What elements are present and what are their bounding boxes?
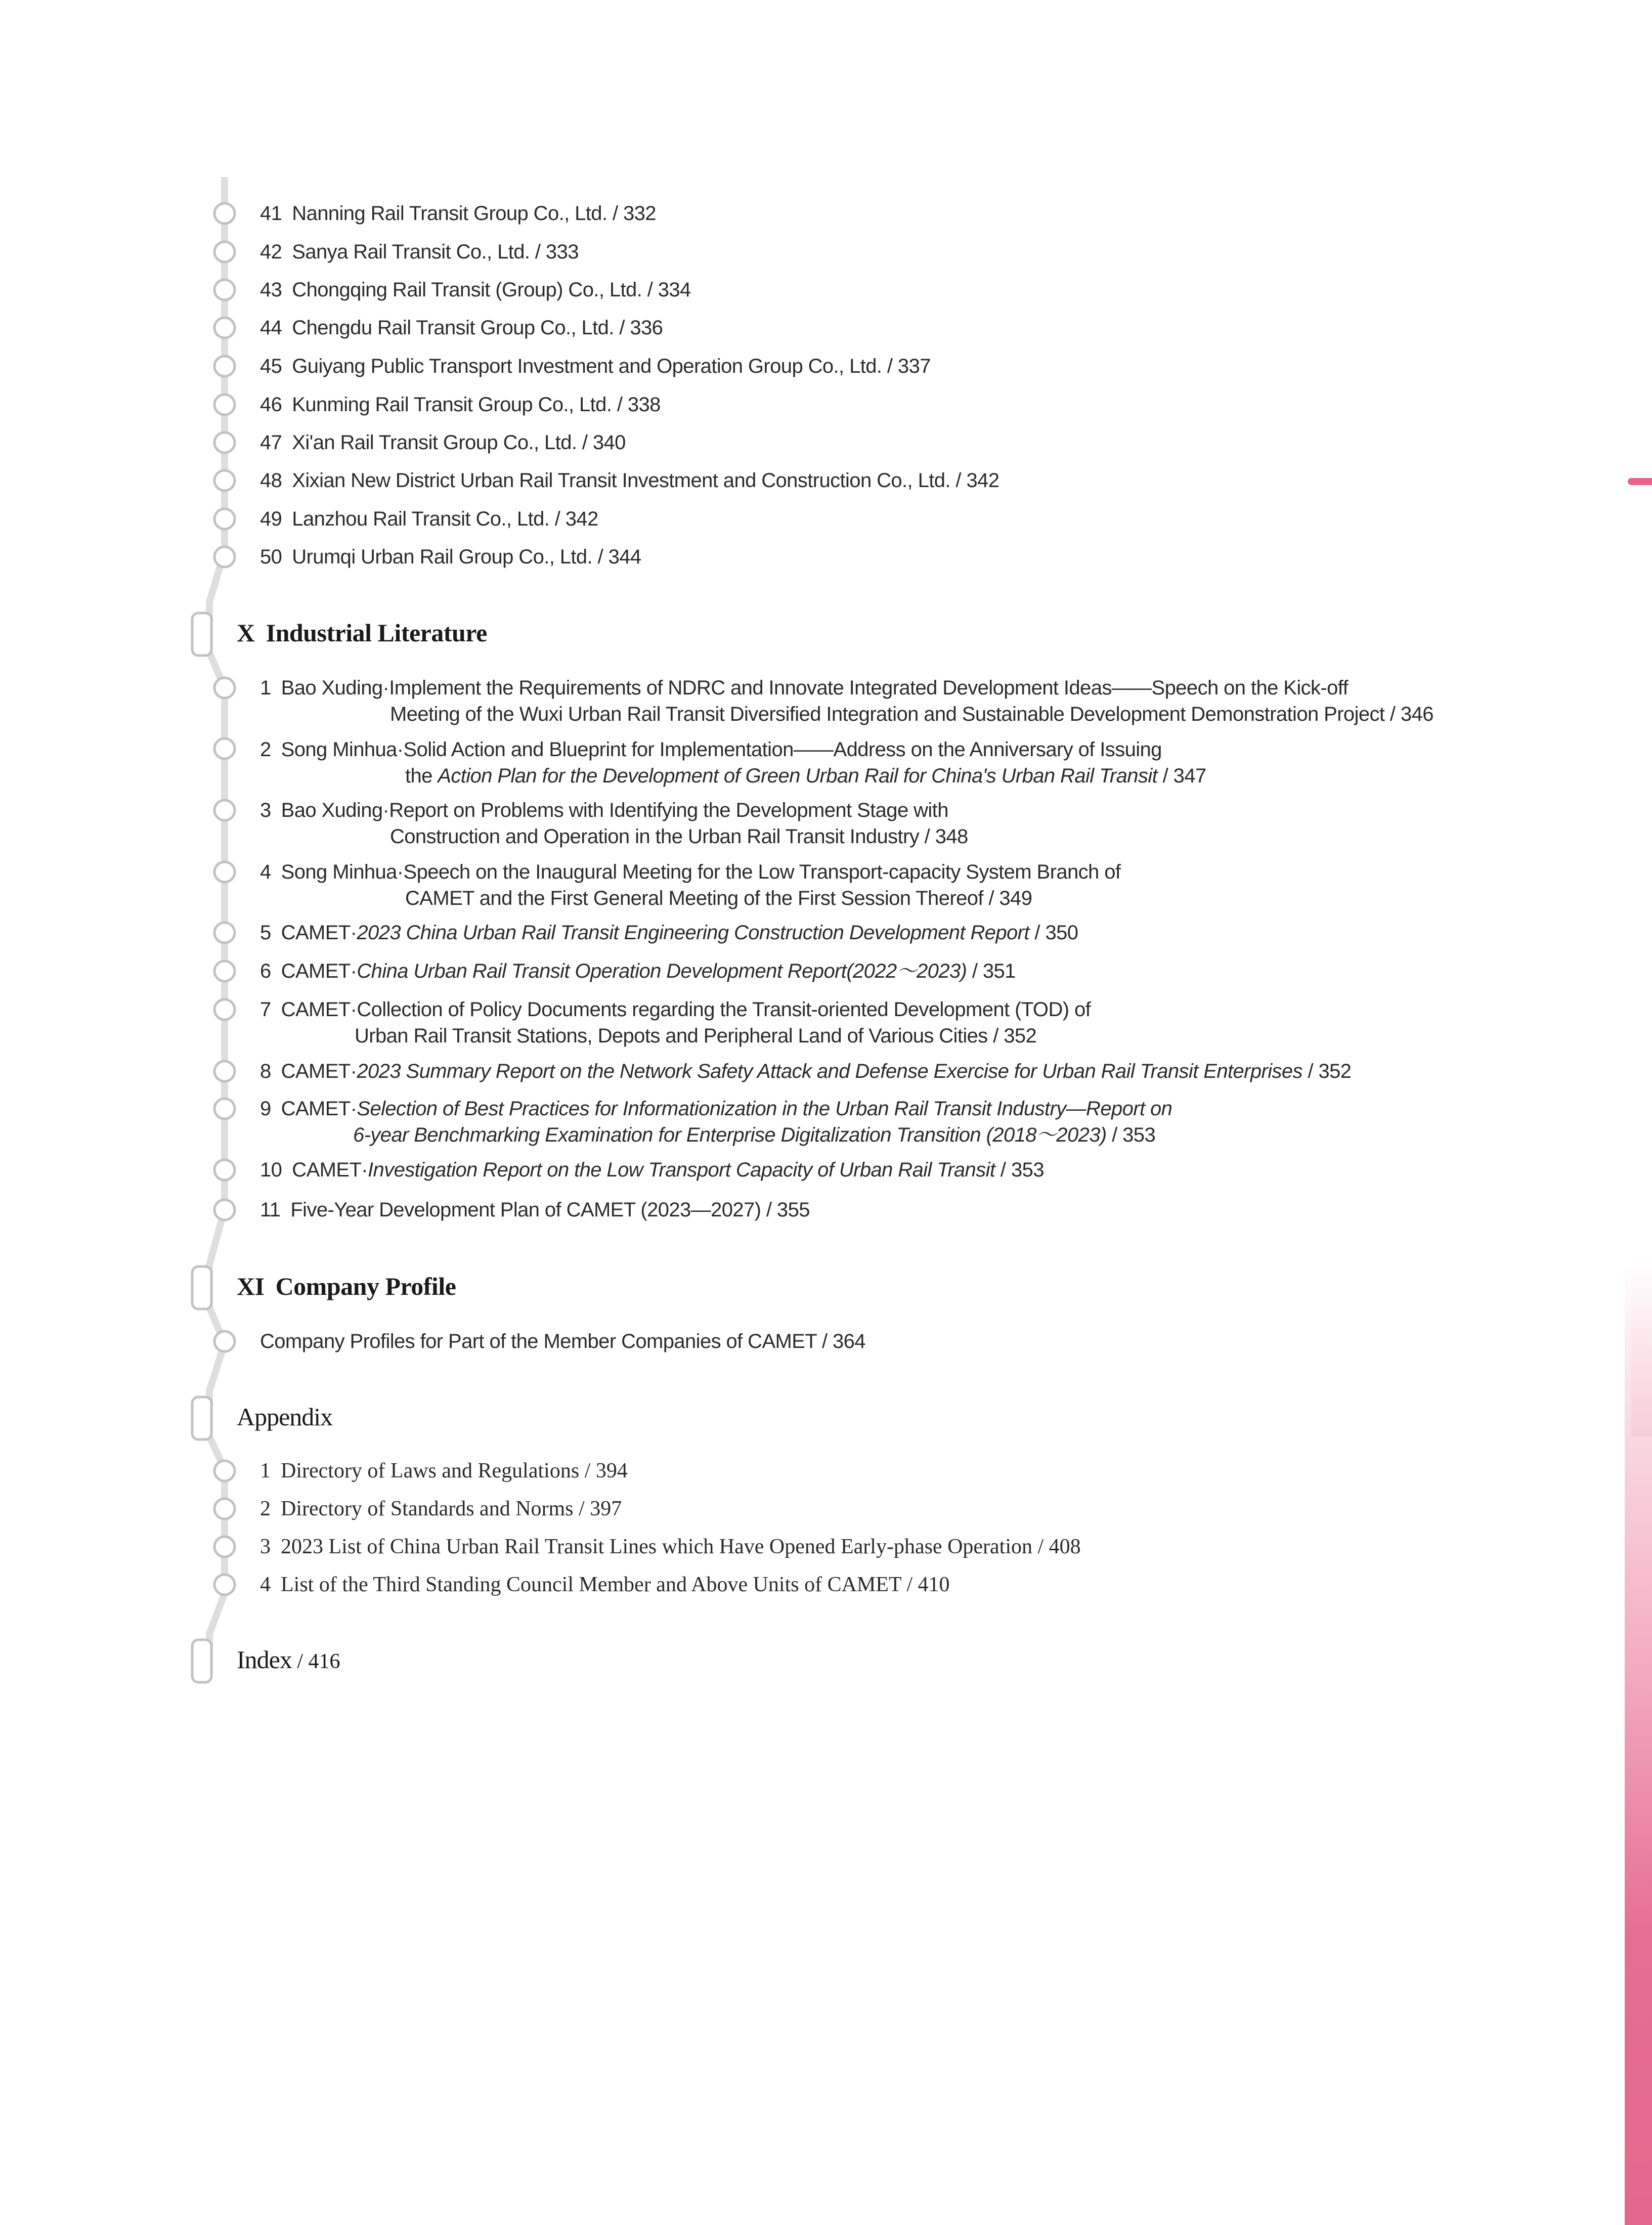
station-circle bbox=[214, 1575, 235, 1595]
entry-italic-title: 2023 Summary Report on the Network Safety Attack and Defense Exercise for Urban Rail Transit Enterprises bbox=[357, 1060, 1302, 1082]
toc-entry[interactable] bbox=[260, 958, 1016, 984]
station-circle bbox=[214, 923, 235, 943]
entry-text: Nanning Rail Transit Group Co., Ltd. / 332 bbox=[292, 202, 656, 225]
station-circle bbox=[214, 280, 235, 300]
entry-number: 3 bbox=[260, 799, 271, 821]
toc-entry[interactable] bbox=[260, 736, 1206, 789]
station-circle bbox=[214, 738, 235, 759]
section-node bbox=[192, 1640, 211, 1682]
station-circle bbox=[214, 432, 235, 453]
entry-number: 44 bbox=[260, 317, 282, 339]
entry-number: 47 bbox=[260, 431, 282, 454]
station-circle bbox=[214, 999, 235, 1020]
toc-entry[interactable] bbox=[260, 1058, 1351, 1084]
entry-text: CAMET·Collection of Policy Documents regarding the Transit-oriented Development (TOD) of bbox=[281, 998, 1091, 1021]
entry-page: / 350 bbox=[1029, 922, 1078, 944]
section-heading-index[interactable] bbox=[237, 1645, 340, 1674]
toc-entry[interactable] bbox=[260, 467, 999, 494]
entry-number: 49 bbox=[260, 508, 282, 530]
entry-text: Five-Year Development Plan of CAMET (2023—2027) / 355 bbox=[290, 1199, 810, 1221]
entry-page: / 351 bbox=[967, 960, 1016, 982]
entry-text-continued: CAMET and the First General Meeting of the First Session Thereof / 349 bbox=[405, 887, 1032, 909]
entry-number: 3 bbox=[260, 1535, 271, 1558]
toc-entry[interactable] bbox=[260, 1458, 628, 1484]
section-number: XI bbox=[237, 1272, 265, 1300]
entry-number: 43 bbox=[260, 279, 282, 301]
entry-number: 7 bbox=[260, 998, 271, 1021]
entry-text: Song Minhua·Speech on the Inaugural Meeting for the Low Transport-capacity System Branch of bbox=[281, 861, 1121, 883]
entry-text: Urumqi Urban Rail Group Co., Ltd. / 344 bbox=[292, 546, 641, 568]
entry-text: Directory of Standards and Norms / 397 bbox=[281, 1497, 622, 1520]
entry-italic-title: 2023 China Urban Rail Transit Engineering Construction Development Report bbox=[357, 922, 1029, 944]
entry-text: List of the Third Standing Council Member and Above Units of CAMET / 410 bbox=[281, 1573, 950, 1596]
entry-text: Song Minhua·Solid Action and Blueprint for Implementation——Address on the Anniversary of Issuing bbox=[281, 738, 1162, 761]
station-circle bbox=[214, 678, 235, 698]
station-circle bbox=[214, 1099, 235, 1119]
toc-entry[interactable] bbox=[260, 1328, 865, 1355]
entry-number: 5 bbox=[260, 922, 271, 944]
entry-text: 2023 List of China Urban Rail Transit Lines which Have Opened Early-phase Operation / 408 bbox=[281, 1535, 1081, 1558]
entry-italic-title: Selection of Best Practices for Informationization in the Urban Rail Transit Industry—Report on bbox=[357, 1098, 1172, 1120]
entry-page: / 353 bbox=[995, 1159, 1044, 1181]
entry-text-continued bbox=[353, 1122, 1172, 1148]
entry-text-prefix: the bbox=[405, 765, 438, 787]
toc-entry[interactable] bbox=[260, 1197, 810, 1223]
entry-text: Lanzhou Rail Transit Co., Ltd. / 342 bbox=[292, 508, 598, 530]
toc-entry[interactable] bbox=[260, 859, 1120, 911]
section-heading-appendix[interactable]: Appendix bbox=[237, 1403, 333, 1431]
entry-number: 10 bbox=[260, 1159, 282, 1181]
toc-entry[interactable] bbox=[260, 200, 656, 227]
entry-text: Kunming Rail Transit Group Co., Ltd. / 338 bbox=[292, 394, 661, 416]
entry-number: 8 bbox=[260, 1060, 271, 1082]
toc-entry[interactable] bbox=[260, 239, 579, 265]
station-circle bbox=[214, 961, 235, 981]
entry-text: Xi'an Rail Transit Group Co., Ltd. / 340 bbox=[292, 431, 626, 454]
toc-entry[interactable] bbox=[260, 544, 641, 570]
toc-entry[interactable] bbox=[260, 1157, 1044, 1183]
station-circle bbox=[214, 509, 235, 529]
entry-number: 1 bbox=[260, 1459, 271, 1482]
entry-text: Sanya Rail Transit Co., Ltd. / 333 bbox=[292, 241, 579, 263]
toc-entry[interactable] bbox=[260, 1534, 1081, 1560]
section-title: Index bbox=[237, 1645, 292, 1674]
entry-number: 48 bbox=[260, 469, 282, 492]
side-decoration-band bbox=[1625, 1264, 1652, 2225]
entry-number: 50 bbox=[260, 546, 282, 568]
toc-entry[interactable] bbox=[260, 277, 691, 303]
station-circle bbox=[214, 395, 235, 415]
entry-text-prefix: CAMET· bbox=[281, 1098, 357, 1120]
station-circle bbox=[214, 547, 235, 567]
entry-page: / 353 bbox=[1106, 1124, 1156, 1146]
entry-number: 11 bbox=[260, 1199, 281, 1221]
entry-number: 2 bbox=[260, 738, 271, 761]
toc-entry[interactable] bbox=[260, 1096, 1172, 1148]
section-heading-x[interactable] bbox=[237, 618, 487, 647]
toc-entry[interactable] bbox=[260, 315, 663, 341]
entry-italic-title: Action Plan for the Development of Green Urban Rail for China's Urban Rail Transit bbox=[438, 765, 1158, 787]
station-circle bbox=[214, 242, 235, 262]
entry-text-prefix: CAMET· bbox=[281, 922, 357, 944]
entry-italic-title: 6-year Benchmarking Examination for Enterprise Digitalization Transition (2018～2023) bbox=[353, 1124, 1107, 1146]
toc-entry[interactable] bbox=[260, 920, 1078, 946]
toc-entry[interactable] bbox=[260, 1572, 950, 1598]
toc-entry[interactable] bbox=[260, 391, 661, 418]
station-circle bbox=[214, 800, 235, 820]
entry-number: 45 bbox=[260, 355, 282, 377]
station-circle bbox=[214, 1461, 235, 1481]
entry-text: Company Profiles for Part of the Member Companies of CAMET / 364 bbox=[260, 1330, 865, 1353]
station-circle bbox=[214, 862, 235, 882]
entry-number: 46 bbox=[260, 394, 282, 416]
entry-number: 41 bbox=[260, 202, 282, 225]
entry-number: 9 bbox=[260, 1098, 271, 1120]
entry-italic-title: Investigation Report on the Low Transport Capacity of Urban Rail Transit bbox=[368, 1159, 995, 1181]
section-heading-xi[interactable] bbox=[237, 1272, 456, 1301]
entry-text-continued: Meeting of the Wuxi Urban Rail Transit Diversified Integration and Sustainable Development Demonstration Project / 346 bbox=[390, 703, 1433, 725]
entry-number: 2 bbox=[260, 1497, 271, 1520]
station-circle bbox=[214, 1061, 235, 1081]
toc-entry[interactable] bbox=[260, 506, 598, 532]
toc-entry[interactable] bbox=[260, 675, 1433, 727]
entry-text-prefix: CAMET· bbox=[281, 1060, 357, 1082]
toc-entry[interactable] bbox=[260, 353, 931, 379]
section-number: X bbox=[237, 619, 255, 647]
section-node bbox=[192, 1267, 211, 1309]
section-title: Industrial Literature bbox=[266, 619, 487, 647]
side-tab-marker bbox=[1628, 478, 1652, 485]
toc-entry[interactable] bbox=[260, 797, 968, 850]
station-circle bbox=[214, 318, 235, 338]
station-circle bbox=[214, 203, 235, 224]
entry-page: / 416 bbox=[291, 1650, 340, 1673]
entry-text-prefix: CAMET· bbox=[281, 960, 357, 982]
station-circle bbox=[214, 1537, 235, 1557]
entry-text: Directory of Laws and Regulations / 394 bbox=[281, 1459, 628, 1482]
entry-number: 4 bbox=[260, 861, 271, 883]
station-circle bbox=[214, 356, 235, 376]
entry-text: Xixian New District Urban Rail Transit Investment and Construction Co., Ltd. / 342 bbox=[292, 469, 999, 492]
entry-number: 42 bbox=[260, 241, 282, 263]
entry-number: 6 bbox=[260, 960, 271, 982]
entry-text-continued bbox=[405, 763, 1206, 789]
section-node bbox=[192, 613, 211, 656]
entry-page: / 352 bbox=[1302, 1060, 1352, 1082]
station-circle bbox=[214, 1160, 235, 1180]
entry-text: Chengdu Rail Transit Group Co., Ltd. / 336 bbox=[292, 317, 663, 339]
entry-italic-title: China Urban Rail Transit Operation Development Report(2022～2023) bbox=[357, 960, 967, 982]
entry-text-continued: Urban Rail Transit Stations, Depots and Peripheral Land of Various Cities / 352 bbox=[355, 1025, 1037, 1047]
station-circle bbox=[214, 470, 235, 491]
section-title: Company Profile bbox=[275, 1272, 456, 1300]
station-circle bbox=[214, 1331, 235, 1351]
toc-entry[interactable] bbox=[260, 996, 1091, 1049]
entry-text-continued: Construction and Operation in the Urban Rail Transit Industry / 348 bbox=[390, 825, 968, 848]
entry-text: Bao Xuding·Report on Problems with Identifying the Development Stage with bbox=[281, 799, 948, 821]
section-node bbox=[192, 1397, 211, 1439]
entry-text-prefix: CAMET· bbox=[292, 1159, 368, 1181]
toc-entry[interactable] bbox=[260, 1496, 622, 1522]
toc-entry[interactable] bbox=[260, 429, 626, 456]
entry-text: Chongqing Rail Transit (Group) Co., Ltd. / 334 bbox=[292, 279, 691, 301]
station-circle bbox=[214, 1499, 235, 1519]
entry-text: Guiyang Public Transport Investment and Operation Group Co., Ltd. / 337 bbox=[292, 355, 931, 377]
entry-number: 4 bbox=[260, 1573, 271, 1596]
station-circle bbox=[214, 1200, 235, 1220]
entry-number: 1 bbox=[260, 677, 271, 699]
entry-page: / 347 bbox=[1157, 765, 1206, 787]
entry-text: Bao Xuding·Implement the Requirements of NDRC and Innovate Integrated Development Ideas——Speech on the Kick-off bbox=[281, 677, 1349, 699]
